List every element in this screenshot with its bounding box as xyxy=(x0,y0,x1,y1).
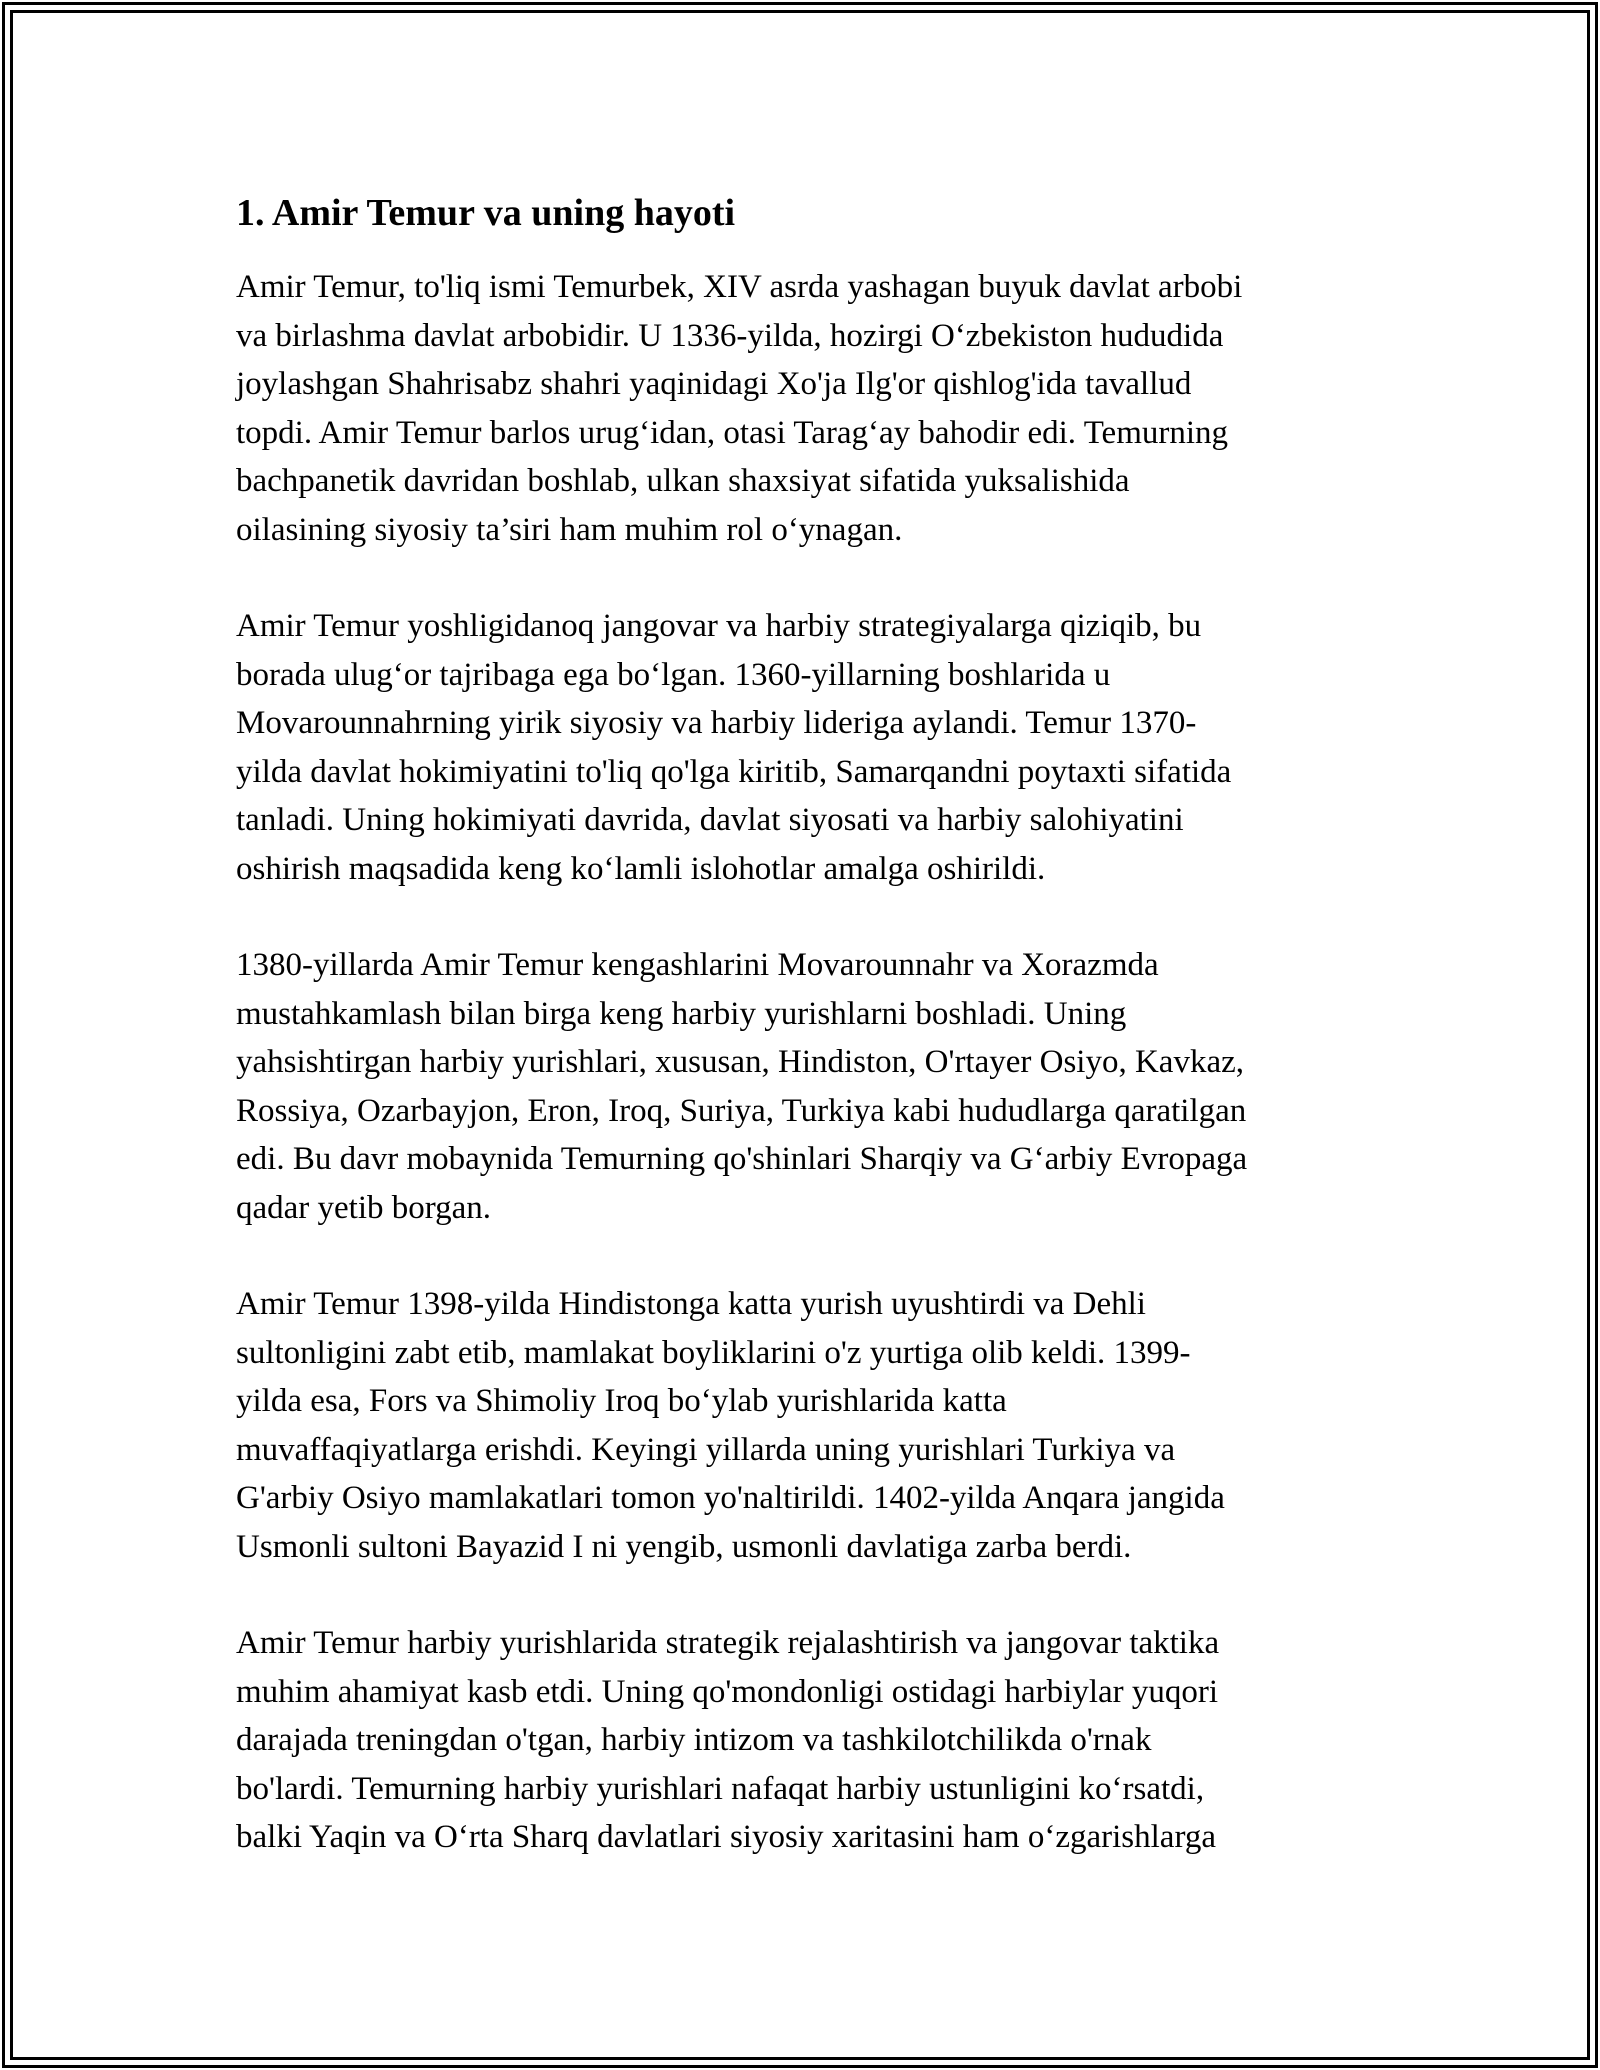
text-line: mustahkamlash bilan birga keng harbiy yurishlarni boshladi. Uning xyxy=(236,995,1127,1032)
text-line: muhim ahamiyat kasb etdi. Uning qo'mondonligi ostidagi harbiylar yuqori xyxy=(236,1673,1219,1710)
section-heading: 1. Amir Temur va uning hayoti xyxy=(236,192,736,234)
text-line: tanladi. Uning hokimiyati davrida, davlat siyosati va harbiy salohiyatini xyxy=(236,802,1184,838)
text-line: topdi. Amir Temur barlos urug‘idan, otasi Tarag‘ay bahodir edi. Temurning xyxy=(236,414,1229,451)
text-line: balki Yaqin va O‘rta Sharq davlatlari siyosiy xaritasini ham o‘zgarishlarga xyxy=(236,1819,1216,1855)
paragraph-3 xyxy=(236,941,1366,1232)
text-line: va birlashma davlat arbobidir. U 1336-yilda, hozirgi O‘zbekiston hududida xyxy=(236,317,1224,354)
text-line: Amir Temur 1398-yilda Hindistonga katta yurish uyushtirdi va Dehli xyxy=(236,1286,1146,1322)
text-line: muvaffaqiyatlarga erishdi. Keyingi yillarda uning yurishlari Turkiya va xyxy=(236,1431,1176,1468)
text-line: G'arbiy Osiyo mamlakatlari tomon yo'naltirildi. 1402-yilda Anqara jangida xyxy=(236,1480,1225,1516)
paragraph-5 xyxy=(236,1619,1366,1862)
document-body xyxy=(236,185,1366,1910)
text-line: bo'lardi. Temurning harbiy yurishlari nafaqat harbiy ustunligini ko‘rsatdi, xyxy=(236,1770,1205,1807)
text-line: edi. Bu davr mobaynida Temurning qo'shinlari Sharqiy va G‘arbiy Evropaga xyxy=(236,1141,1248,1177)
text-line: yilda davlat hokimiyatini to'liq qo'lga kiritib, Samarqandni poytaxti sifatida xyxy=(236,753,1232,790)
text-line: yilda esa, Fors va Shimoliy Iroq bo‘ylab yurishlarida katta xyxy=(236,1383,1007,1419)
paragraph-2 xyxy=(236,602,1366,893)
text-line: Movarounnahrning yirik siyosiy va harbiy lideriga aylandi. Temur 1370- xyxy=(236,705,1197,741)
text-line: oilasining siyosiy ta’siri ham muhim rol o‘ynagan. xyxy=(236,511,903,548)
text-line: borada ulug‘or tajribaga ega bo‘lgan. 1360-yillarning boshlarida u xyxy=(236,656,1111,693)
text-line: Usmonli sultoni Bayazid I ni yengib, usmonli davlatiga zarba berdi. xyxy=(236,1528,1132,1565)
paragraph-1 xyxy=(236,263,1366,554)
text-line: Amir Temur harbiy yurishlarida strategik rejalashtirish va jangovar taktika xyxy=(236,1625,1220,1661)
text-line: sultonligini zabt etib, mamlakat boyliklarini o'z yurtiga olib keldi. 1399- xyxy=(236,1334,1191,1371)
text-line: yahsishtirgan harbiy yurishlari, xususan, Hindiston, O'rtayer Osiyo, Kavkaz, xyxy=(236,1044,1244,1080)
text-line: 1380-yillarda Amir Temur kengashlarini Movarounnahr va Xorazmda xyxy=(236,947,1159,983)
text-line: Amir Temur, to'liq ismi Temurbek, XIV asrda yashagan buyuk davlat arbobi xyxy=(236,269,1243,305)
text-line: darajada treningdan o'tgan, harbiy intizom va tashkilotchilikda o'rnak xyxy=(236,1722,1152,1758)
text-line: Rossiya, Ozarbayjon, Eron, Iroq, Suriya, Turkiya kabi hududlarga qaratilgan xyxy=(236,1092,1247,1129)
paragraph-4 xyxy=(236,1280,1366,1571)
text-line: qadar yetib borgan. xyxy=(236,1189,492,1226)
text-line: Amir Temur yoshligidanoq jangovar va harbiy strategiyalarga qiziqib, bu xyxy=(236,608,1202,644)
text-line: bachpanetik davridan boshlab, ulkan shaxsiyat sifatida yuksalishida xyxy=(236,463,1130,499)
text-line: joylashgan Shahrisabz shahri yaqinidagi Xo'ja Ilg'or qishlog'ida tavallud xyxy=(236,366,1192,402)
text-line: oshirish maqsadida keng ko‘lamli islohotlar amalga oshirildi. xyxy=(236,850,1046,887)
